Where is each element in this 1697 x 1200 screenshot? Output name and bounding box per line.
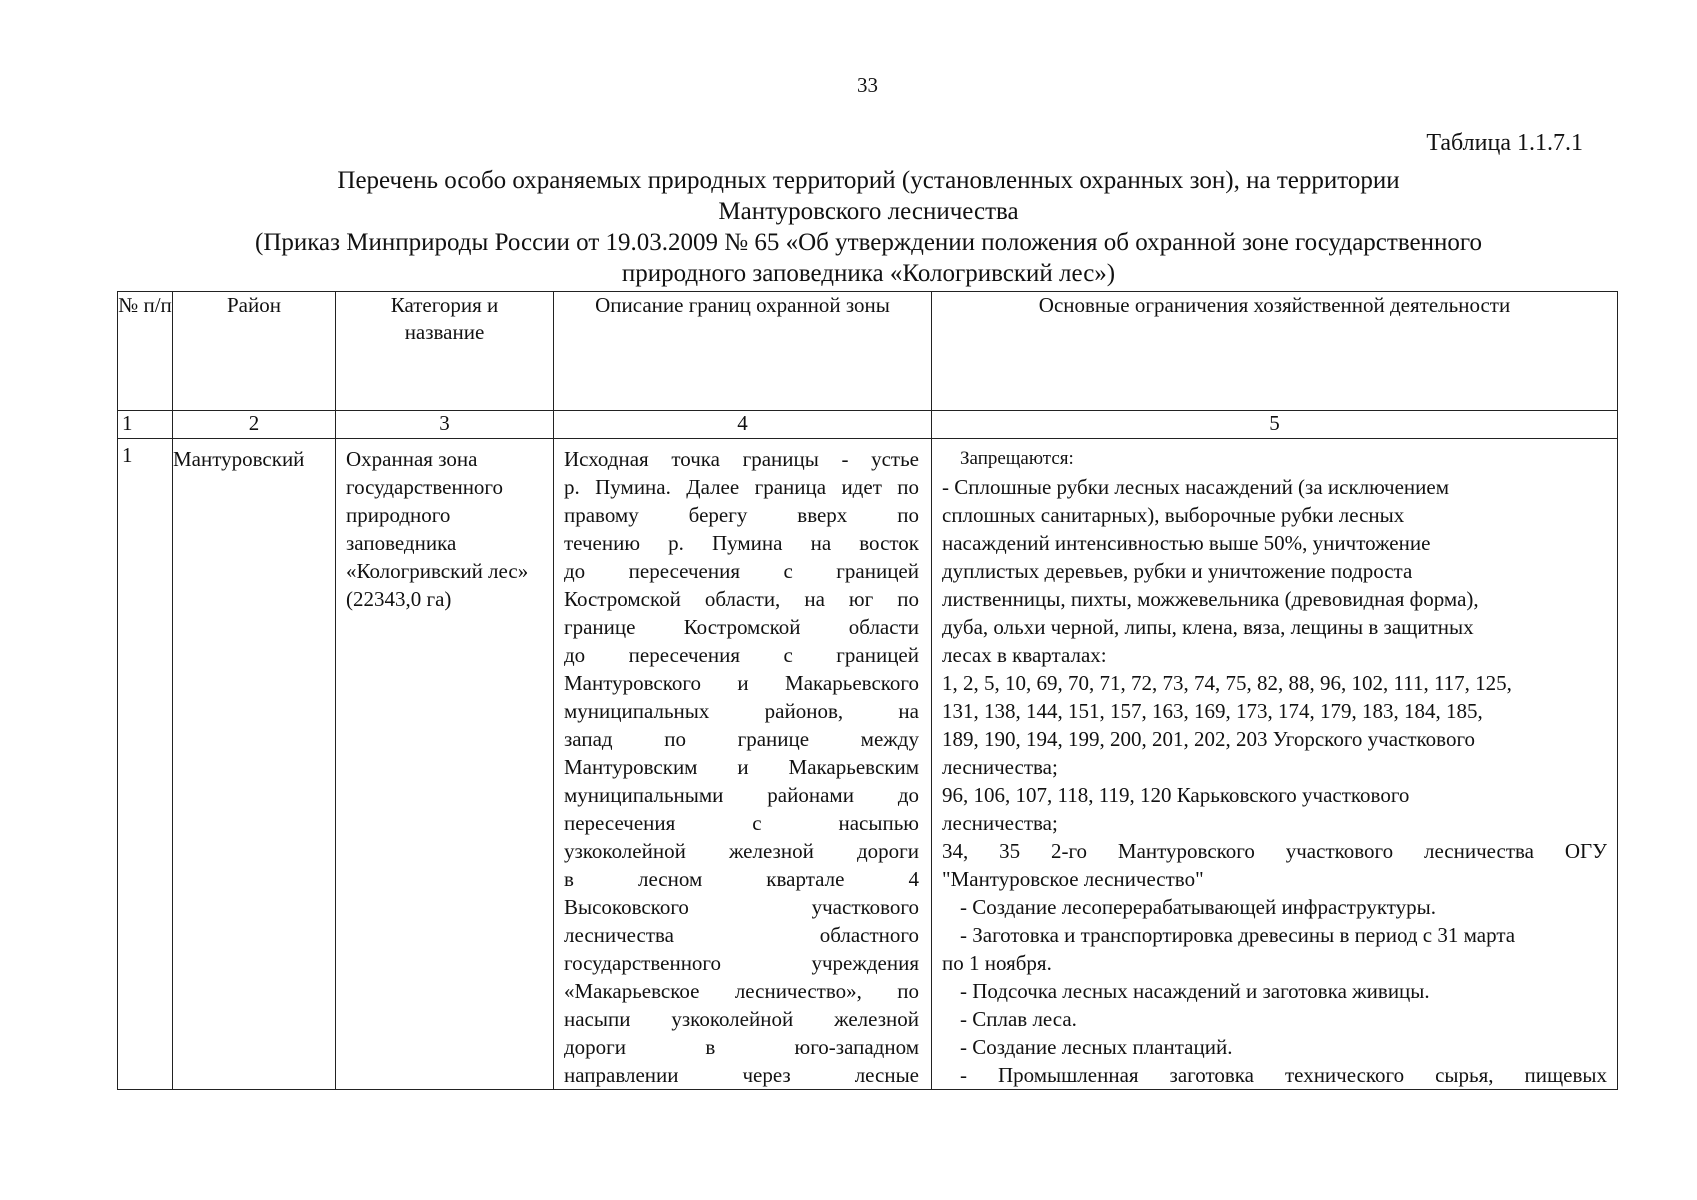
restrictions-line: дуплистых деревьев, рубки и уничтожение подроста	[942, 559, 1413, 583]
header-description: Описание границ охранной зоны	[554, 292, 932, 411]
restrictions-line: 189, 190, 194, 199, 200, 201, 202, 203 Угорского участкового	[942, 727, 1476, 751]
title-line: природного заповедника «Кологривский лес»)	[621, 260, 1116, 287]
restrictions-line: лиственницы, пихты, можжевельника (древовидная форма),	[942, 587, 1479, 611]
column-number-row	[118, 411, 1618, 439]
category-line: (22343,0 га)	[346, 587, 452, 611]
header-category: Категория и название	[336, 292, 554, 411]
restrictions-line: дуба, ольхи черной, липы, клена, вяза, лещины в защитных	[942, 615, 1474, 639]
restrictions-line: лесничества;	[942, 755, 1058, 779]
row-number: 1	[118, 439, 173, 1090]
description-line: правому берегу вверх по	[564, 503, 919, 527]
restrictions-line: - Создание лесоперерабатывающей инфраструктуры.	[960, 895, 1437, 919]
restrictions-line: - Подсочка лесных насаждений и заготовка живицы.	[960, 979, 1430, 1003]
description-line: границе Костромской области	[564, 615, 919, 639]
description-line: в лесном квартале 4	[564, 867, 919, 891]
description-line: течению р. Пумина на восток	[564, 531, 919, 555]
table-row	[118, 439, 1618, 1090]
category-line: «Кологривский лес»	[346, 559, 529, 583]
column-number: 1	[118, 411, 173, 439]
description-line: р. Пумина. Далее граница идет по	[564, 475, 919, 499]
restrictions-line: по 1 ноября.	[942, 951, 1052, 975]
page-number: 33	[857, 73, 878, 97]
restrictions-line: "Мантуровское лесничество"	[942, 867, 1204, 891]
description-line: запад по границе между	[564, 727, 919, 751]
protected-areas-table	[117, 291, 1618, 1090]
description-line: Мантуровского и Макарьевского	[564, 671, 919, 695]
restrictions-line: - Заготовка и транспортировка древесины в период с 31 марта	[960, 923, 1516, 947]
description-line: муниципальными районами до	[564, 783, 919, 807]
column-number: 3	[336, 411, 554, 439]
category-line: природного	[346, 503, 451, 527]
column-number: 4	[554, 411, 932, 439]
restrictions-line: сплошных санитарных), выборочные рубки лесных	[942, 503, 1405, 527]
title-line: Мантуровского лесничества	[718, 198, 1019, 225]
description-line: до пересечения с границей	[564, 643, 919, 667]
title-line: (Приказ Минприроды России от 19.03.2009 № 65 «Об утверждении положения об охранной зоне государственного	[255, 229, 1482, 256]
category-line: государственного	[346, 475, 504, 499]
header-district: Район	[173, 292, 336, 411]
restrictions-line: насаждений интенсивностью выше 50%, уничтожение	[942, 531, 1431, 555]
restrictions-line: лесах в кварталах:	[942, 643, 1107, 667]
title-line: Перечень особо охраняемых природных территорий (установленных охранных зон), на территории	[337, 167, 1400, 194]
description-line: дороги в юго-западном	[564, 1035, 919, 1059]
description-line: до пересечения с границей	[564, 559, 919, 583]
row-district: Мантуровский	[173, 439, 336, 1090]
header-no: № п/п	[118, 292, 173, 411]
category-line: Охранная зона	[346, 447, 478, 471]
restrictions-line: 1, 2, 5, 10, 69, 70, 71, 72, 73, 74, 75, 82, 88, 96, 102, 111, 117, 125,	[942, 671, 1512, 695]
description-line: узкоколейной железной дороги	[564, 839, 919, 863]
description-line: Высоковского участкового	[564, 895, 919, 919]
restrictions-line: 96, 106, 107, 118, 119, 120 Карьковского участкового	[942, 783, 1410, 807]
restrictions-line: - Создание лесных плантаций.	[960, 1035, 1233, 1059]
restrictions-line: 131, 138, 144, 151, 157, 163, 169, 173, 174, 179, 183, 184, 185,	[942, 699, 1483, 723]
header-restrictions: Основные ограничения хозяйственной деятельности	[932, 292, 1618, 411]
table-header-row	[118, 292, 1618, 411]
description-line: Исходная точка границы - устье	[564, 447, 919, 471]
description-line: лесничества областного	[564, 923, 919, 947]
restrictions-line: - Сплошные рубки лесных насаждений (за исключением	[942, 475, 1450, 499]
description-line: направлении через лесные	[564, 1063, 919, 1087]
description-line: «Макарьевское лесничество», по	[564, 979, 919, 1003]
category-line: заповедника	[346, 531, 457, 555]
column-number: 5	[932, 411, 1618, 439]
description-line: государственного учреждения	[564, 951, 919, 975]
description-line: насыпи узкоколейной железной	[564, 1007, 919, 1031]
restrictions-line: - Сплав леса.	[960, 1007, 1077, 1031]
restrictions-line: - Промышленная заготовка технического сырья, пищевых	[960, 1063, 1607, 1087]
restrictions-line: Запрещаются:	[960, 448, 1074, 469]
description-line: Костромской области, на юг по	[564, 587, 919, 611]
description-line: пересечения с насыпью	[564, 811, 919, 835]
restrictions-line: лесничества;	[942, 811, 1058, 835]
row-restrictions	[932, 439, 1618, 1090]
description-line: Мантуровским и Макарьевским	[564, 755, 919, 779]
description-line: муниципальных районов, на	[564, 699, 919, 723]
document-title	[150, 165, 1587, 289]
row-description	[554, 439, 932, 1090]
table-number: Таблица 1.1.7.1	[1426, 130, 1583, 156]
row-category	[336, 439, 554, 1090]
column-number: 2	[173, 411, 336, 439]
restrictions-line: 34, 35 2-го Мантуровского участкового лесничества ОГУ	[942, 839, 1607, 863]
